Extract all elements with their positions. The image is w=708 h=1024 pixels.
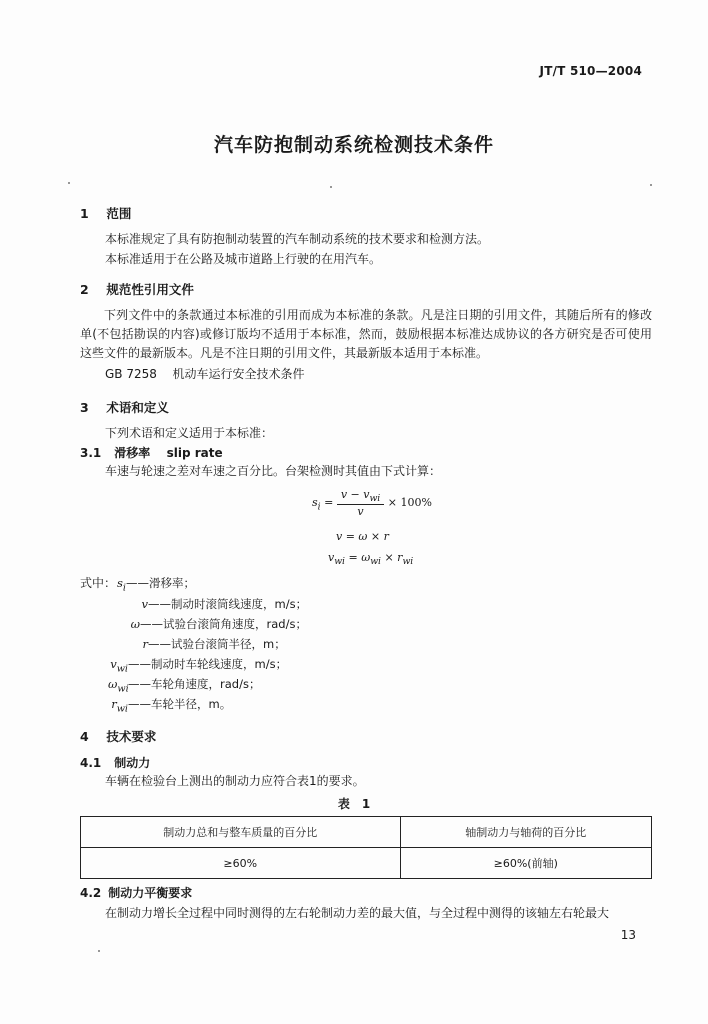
subsection-title: 制动力平衡要求 <box>108 886 193 900</box>
table-header-cell: 轴制动力与轴荷的百分比 <box>400 817 652 848</box>
table-header-cell: 制动力总和与整车质量的百分比 <box>81 817 401 848</box>
definition-item: $\omega_{wi}——$车轮角速度，rad/s； <box>108 677 261 695</box>
formula-wheel-speed: $v_{wi} = \omega_{wi} \times r_{wi}$ <box>328 551 414 568</box>
section-title: 范围 <box>106 206 132 221</box>
normative-references-paragraph: 下列文件中的条款通过本标准的引用而成为本标准的条款。凡是注日期的引用文件，其随后所有的修改单(不包括勘误的内容)或修订版均不适用于本标准，然而，鼓励根据本标准达成协议的各方研究是否可使用这些文件的最新版本。凡是不注日期的引用文件，其最新版本适用于本标准。 <box>80 308 652 360</box>
terms-intro: 下列术语和定义适用于本标准： <box>105 426 274 440</box>
scan-speck <box>98 950 100 952</box>
section-title: 技术要求 <box>106 729 157 744</box>
scope-paragraph-1: 本标准规定了具有防抱制动装置的汽车制动系统的技术要求和检测方法。 <box>105 232 490 246</box>
subsection-number: 4.2 <box>80 886 102 900</box>
reference-code: GB 7258 <box>105 367 157 381</box>
braking-balance-text: 在制动力增长全过程中同时测得的左右轮制动力差的最大值，与全过程中测得的该轴左右轮最大 <box>105 906 610 920</box>
table-caption: 表 1 <box>337 797 371 811</box>
braking-force-requirement: 车辆在检验台上测出的制动力应符合表1的要求。 <box>105 774 365 788</box>
formula-roller-speed: v = ω × r <box>336 530 389 543</box>
table-cell: ≥60%(前轴) <box>400 848 652 879</box>
formula-slip-rate: $s_i$ = $\frac{v - v_{wi}}{v}$ × 100% <box>312 488 432 519</box>
section-4-heading <box>80 727 156 745</box>
where-label: 式中： <box>80 576 117 590</box>
section-2-heading <box>80 280 194 298</box>
slip-rate-definition: 车速与轮速之差对车速之百分比。台架检测时其值由下式计算： <box>105 464 442 478</box>
scope-paragraph-2: 本标准适用于在公路及城市道路上行驶的在用汽车。 <box>105 252 382 266</box>
section-title: 术语和定义 <box>106 400 169 415</box>
reference-gb7258 <box>105 366 305 383</box>
subsection-number: 4.1 <box>80 756 102 770</box>
braking-force-table <box>80 816 652 879</box>
scan-speck <box>68 182 70 184</box>
definition-item: r——试验台滚筒半径，m； <box>142 637 286 651</box>
subsection-4-1-heading <box>80 754 150 771</box>
page-number: 13 <box>620 928 636 942</box>
definition-item: $v_{wi}——$制动时车轮线速度，m/s； <box>110 657 288 675</box>
formula-fraction: $\frac{v - v_{wi}}{v}$ <box>337 488 384 518</box>
scan-speck <box>330 186 332 188</box>
subsection-title: 滑移率 <box>114 446 151 460</box>
document-title: 汽车防抱制动系统检测技术条件 <box>213 134 494 156</box>
subsection-title-en: slip rate <box>166 446 223 460</box>
reference-title: 机动车运行安全技术条件 <box>172 367 305 381</box>
table-cell: ≥60% <box>81 848 401 879</box>
scan-speck <box>650 184 652 186</box>
subsection-4-2-heading <box>80 884 192 901</box>
section-title: 规范性引用文件 <box>106 282 194 297</box>
section-number: 4 <box>80 729 89 744</box>
section-1-heading <box>80 204 131 222</box>
definition-item: $s_i——$滑移率； <box>117 576 195 594</box>
table-row <box>81 848 652 879</box>
subsection-3-1-heading <box>80 444 223 461</box>
subsection-title: 制动力 <box>114 756 151 770</box>
section-3-heading <box>80 398 169 416</box>
table-header-row <box>81 817 652 848</box>
section-number: 1 <box>80 206 89 221</box>
standard-code: JT/T 510—2004 <box>539 64 642 78</box>
definition-item: $r_{wi}——$车轮半径，m。 <box>111 697 232 715</box>
section-number: 2 <box>80 282 89 297</box>
section-number: 3 <box>80 400 89 415</box>
definition-item: v——制动时滚筒线速度，m/s； <box>141 597 308 611</box>
definition-item: ω——试验台滚筒角速度，rad/s； <box>130 617 307 631</box>
subsection-number: 3.1 <box>80 446 102 460</box>
